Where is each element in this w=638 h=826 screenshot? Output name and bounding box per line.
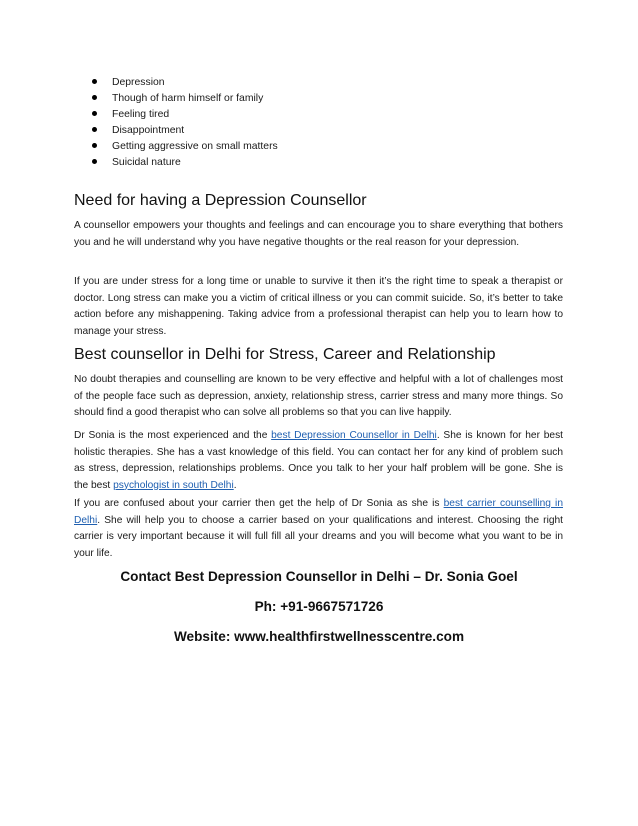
paragraph-text: Dr Sonia is the most experienced and the: [74, 430, 272, 441]
list-item-text: Feeling tired: [112, 109, 170, 120]
section-need-counsellor: [74, 192, 563, 210]
carrier-counselling-link[interactable]: best carrier counselling in Delhi: [74, 498, 563, 526]
section1-paragraph-1-container: [74, 218, 563, 251]
section1-paragraph-2-container: [74, 274, 563, 340]
section2-paragraph-3: [74, 496, 563, 562]
paragraph-text: If you are confused about your carrier then get the help of Dr Sonia as she is: [74, 498, 444, 509]
section-best-counsellor: [74, 346, 563, 364]
list-item-text: Though of harm himself or family: [112, 93, 264, 104]
list-item: [92, 123, 278, 139]
list-item-text: Disappointment: [112, 125, 185, 136]
paragraph-text: . She will help you to choose a carrier based on your qualifications and interest. Choosing the right carrier is very important because it will full fill all your dreams and you will become what you want to be in your life.: [74, 514, 563, 559]
list-item: [92, 107, 278, 123]
paragraph-text: . She is known for her best holistic therapies. She has a vast knowledge of this field. You can contact her for any kind of problem such as stress, depression, relationships problems. Once you talk to her your half problem will be gone. She is the best: [74, 430, 563, 491]
list-item: [92, 75, 278, 91]
list-item: [92, 155, 278, 171]
depression-counsellor-link[interactable]: best Depression Counsellor in Delhi: [271, 430, 437, 441]
section2-paragraph-2-container: [74, 428, 563, 494]
bullet-icon: [92, 95, 97, 100]
section1-paragraph-1: A counsellor empowers your thoughts and feelings and can encourage you to share everything that bothers you and he will understand why you have negative thoughts or the real reason for your depression.: [74, 220, 563, 248]
bullet-icon: [92, 143, 97, 148]
section-heading: Need for having a Depression Counsellor: [74, 192, 367, 209]
paragraph-text: .: [233, 479, 237, 491]
contact-name: Contact Best Depression Counsellor in Delhi – Dr. Sonia Goel: [120, 569, 518, 584]
section2-paragraph-3-container: [74, 496, 563, 562]
list-item-text: Suicidal nature: [112, 157, 181, 168]
list-item: [92, 139, 278, 155]
list-item-text: Depression: [112, 77, 165, 88]
bullet-icon: [92, 127, 97, 132]
symptom-list: [92, 75, 278, 171]
section1-paragraph-2: If you are under stress for a long time or unable to survive it then it’s the right time to speak a therapist or doctor. Long stress can make you a victim of critical illness or you can commit suicide. So, it’s better to take action before any mishappening. Taking advice from a professional therapist can help you to learn how to manage your stress.: [74, 276, 563, 337]
contact-website: Website: www.healthfirstwellnesscentre.com: [173, 629, 465, 644]
section-heading: Best counsellor in Delhi for Stress, Career and Relationship: [74, 346, 496, 363]
psychologist-link[interactable]: psychologist in south Delhi: [113, 479, 234, 491]
section2-paragraph-1: No doubt therapies and counselling are known to be very effective and helpful with a lot of challenges most of the people face such as depression, anxiety, relationship stress, carrier stress and many more things. So should find a good therapist who can solve all problems so that you can live happily.: [74, 374, 563, 419]
list-item: [92, 91, 278, 107]
section2-paragraph-2: [74, 428, 563, 494]
section2-paragraph-1-container: [74, 372, 563, 422]
list-item-text: Getting aggressive on small matters: [112, 141, 278, 152]
bullet-icon: [92, 111, 97, 116]
bullet-icon: [92, 159, 97, 164]
contact-phone: Ph: +91-9667571726: [254, 599, 384, 614]
bullet-icon: [92, 79, 97, 84]
